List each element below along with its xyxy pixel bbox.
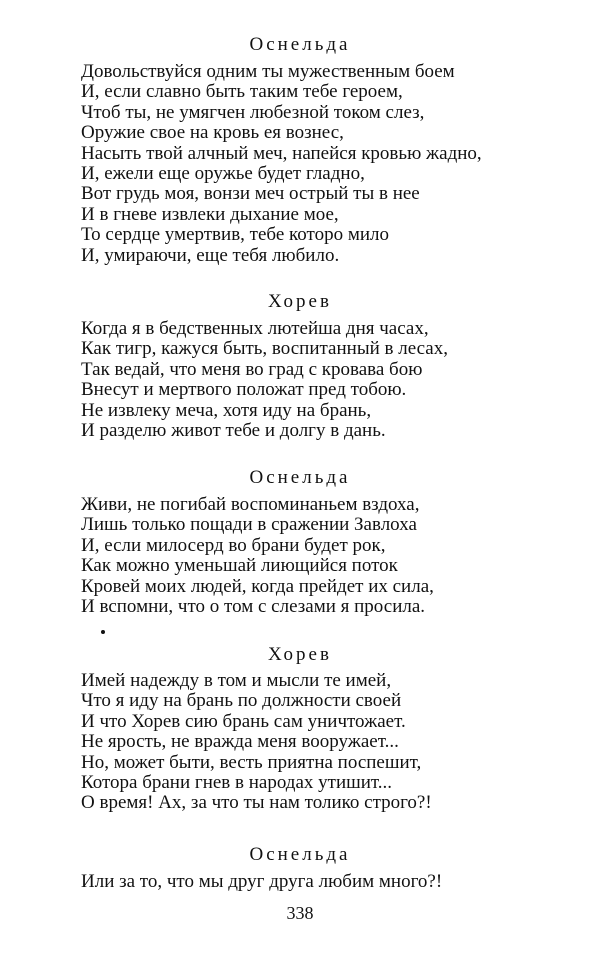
verse-line: И, если славно быть таким тебе героем, bbox=[81, 81, 403, 103]
verse-line: И, если милосерд во брани будет рок, bbox=[81, 534, 386, 556]
verse-line: Кровей моих людей, когда прейдет их сила, bbox=[81, 575, 434, 597]
speaker-heading: Оснельда bbox=[249, 467, 351, 488]
verse-stanza bbox=[81, 872, 581, 892]
verse-line: Котора брани гнев в народах утишит... bbox=[81, 772, 393, 794]
verse-line: И что Хорев сию брань сам уничтожает. bbox=[81, 710, 406, 732]
verse-line: Лишь только пощади в сражении Завлоха bbox=[81, 514, 417, 536]
verse-line: И, ежели еще оружье будет гладно, bbox=[81, 163, 365, 185]
verse-line: То сердце умертвив, тебе которо мило bbox=[81, 224, 389, 246]
verse-line: Что я иду на брань по должности своей bbox=[81, 690, 402, 712]
verse-line: Чтоб ты, не умягчен любезной током слез, bbox=[81, 101, 425, 123]
verse-line: Когда я в бедственных лютейша дня часах, bbox=[81, 318, 429, 339]
speaker-heading: Оснельда bbox=[249, 844, 351, 865]
verse-line: Как тигр, кажуся быть, воспитанный в лесах, bbox=[81, 338, 448, 360]
verse-stanza bbox=[81, 495, 581, 617]
verse-line: Как можно уменьшай лиющийся поток bbox=[81, 555, 398, 577]
verse-stanza bbox=[81, 319, 581, 441]
page-number: 338 bbox=[286, 903, 314, 923]
verse-line: Или за то, что мы друг друга любим много?! bbox=[81, 871, 443, 892]
verse-stanza bbox=[81, 671, 581, 814]
verse-line: Живи, не погибай воспоминаньем вздоха, bbox=[81, 494, 420, 515]
verse-line: Так ведай, что меня во град с кровава бою bbox=[81, 358, 423, 380]
verse-line: О время! Ах, за что ты нам толико строго?! bbox=[81, 792, 432, 814]
verse-line: Имей надежду в том и мысли те имей, bbox=[81, 670, 392, 691]
verse-line: Внесут и мертвого положат пред тобою. bbox=[81, 379, 407, 401]
verse-line: Не извлеку меча, хотя иду на брань, bbox=[81, 399, 372, 421]
verse-line: И вспомни, что о том с слезами я просила. bbox=[81, 596, 426, 618]
speaker-heading: Хорев bbox=[268, 291, 332, 312]
verse-line: Довольствуйся одним ты мужественным боем bbox=[81, 61, 455, 82]
verse-line: Не ярость, не вражда меня вооружает... bbox=[81, 731, 399, 753]
verse-line: Насыть твой алчный меч, напейся кровью жадно, bbox=[81, 142, 482, 164]
verse-line: И разделю живот тебе и долгу в дань. bbox=[81, 420, 386, 442]
verse-line: И в гневе извлеки дыхание мое, bbox=[81, 203, 339, 225]
speaker-heading: Хорев bbox=[268, 644, 332, 665]
verse-line: Но, может быти, весть приятна поспешит, bbox=[81, 751, 422, 773]
verse-line: И, умираючи, еще тебя любило. bbox=[81, 244, 340, 266]
stray-ink-dot bbox=[101, 630, 105, 634]
verse-line: Вот грудь моя, вонзи меч острый ты в нее bbox=[81, 183, 420, 205]
verse-line: Оружие свое на кровь ея вознес, bbox=[81, 122, 344, 144]
speaker-heading: Оснельда bbox=[249, 34, 351, 55]
verse-stanza bbox=[81, 62, 581, 266]
